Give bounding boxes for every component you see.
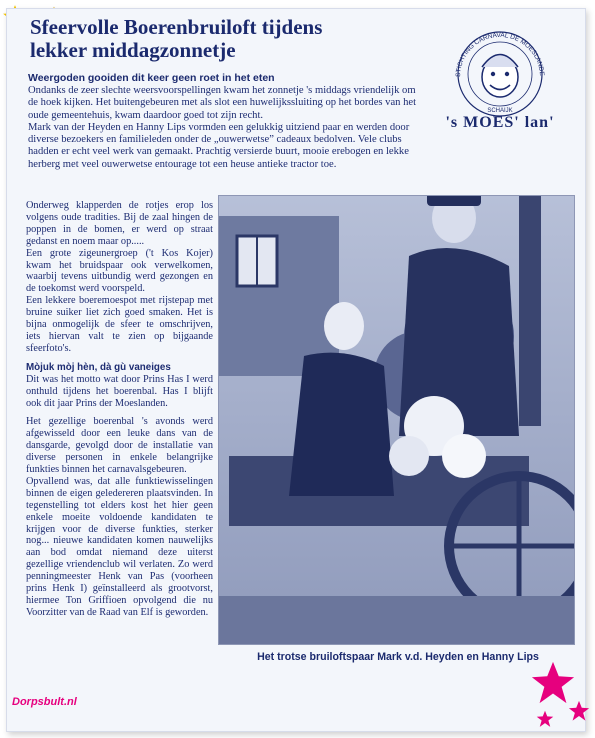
carnival-logo <box>430 22 570 134</box>
column-paragraph: Een grote zigeunergroep ('t Kos Kojer) kwam het bruidspaar ook verwelkomen, waarbij tevens uitbundig werd gezongen en de toekomst werd voorspeld. <box>26 247 213 295</box>
article-subhead: Weergoden gooiden dit keer geen roet in het eten <box>28 72 275 84</box>
logo-name: 's MOES' lan' <box>445 114 555 131</box>
jester-face-icon <box>430 22 570 122</box>
column-paragraph: Een lekkere boeremoespot met rijstepap met bruine suiker liet zich goed smaken. Het is bijna onmogelijk de sfeer te omschrijven, iets hiervan valt te zien op bijgaande sfeerfoto's. <box>26 295 213 354</box>
column-paragraph: Dit was het motto wat door Prins Has I werd onthuld tijdens het boerenbal. Has I blijft ook dit jaar Prins der Moeslanden. <box>26 373 213 409</box>
column-paragraph: Opvallend was, dat alle funktiewisselingen binnen de eigen geledereren plaatsvinden. In tegenstelling tot elders kost het hier geen enkele moeite voldoende kandidaten te krijgen voor de diverse funkties, sterker nog... nieuwe kandidaten komen nauwelijks aan bod omdat niemand deze uiterst gezellige vriendenclub wil verlaten. Zo werd penningmeester Henk van Pas (voorheen prins Henk I) geïnstalleerd als grootvorst, hiermee Ton Griffioen opvolgend die nu Voorzitter van de Raad van Elf is geworden. <box>26 475 213 618</box>
logo-ring-text: STICHTING CARNAVAL DE MOESLANDE <box>454 31 546 78</box>
column-paragraph: Onderweg klapperden de rotjes erop los volgens oude tradities. Bij de zaal hingen de poppen in de bomen, er werd op straat gedanst en noem maar op..... <box>26 200 213 247</box>
star-icon-pink-tiny <box>536 710 554 728</box>
headline-line-1: Sfeervolle Boerenbruiloft tijdens <box>30 15 323 39</box>
site-watermark: Dorpsbult.nl <box>12 696 77 708</box>
article-headline <box>30 16 410 62</box>
intro-text <box>28 85 420 171</box>
headline-line-2: lekker middagzonnetje <box>30 38 236 62</box>
intro-paragraph: Ondanks de zeer slechte weersvoorspellingen kwam het zonnetje 's middags vriendelijk om de hoek kijken. Het buitengebeuren met als slot een huwelijkssluiting op het bordes van het oude gemeentehuis, kwam daardoor goed tot zijn recht. <box>28 85 417 121</box>
column-lead: Mòjuk mòj hèn, dà gù vaneiges <box>26 361 171 373</box>
star-icon-pink-small <box>568 700 590 722</box>
intro-paragraph: Mark van der Heyden en Hanny Lips vormden een gelukkig uitziend paar en werden door diverse bezoekers en familieleden onder de „ouwerwetse” cadeaux bedolven. Vele clubs hadden er echt veel werk van gemaakt. Prachtig versierde buurt, mooie erebogen en lekke herberg met veel ouwerwetse entourage tot een heuse antieke tractor toe. <box>28 121 410 170</box>
photo-caption: Het trotse bruiloftspaar Mark v.d. Heyden en Hanny Lips <box>257 651 539 663</box>
column-paragraph: Het gezellige boerenbal 's avonds werd afgewisseld door een leuke dans van de dansgarde, gevolgd door de installatie van diverse personen in enkele belangrijke funkties binnen het carnavalsgebeuren. <box>26 416 213 476</box>
article-column <box>26 200 213 619</box>
wedding-couple-photo <box>218 195 575 645</box>
logo-town: SCHAIJK <box>487 108 513 114</box>
